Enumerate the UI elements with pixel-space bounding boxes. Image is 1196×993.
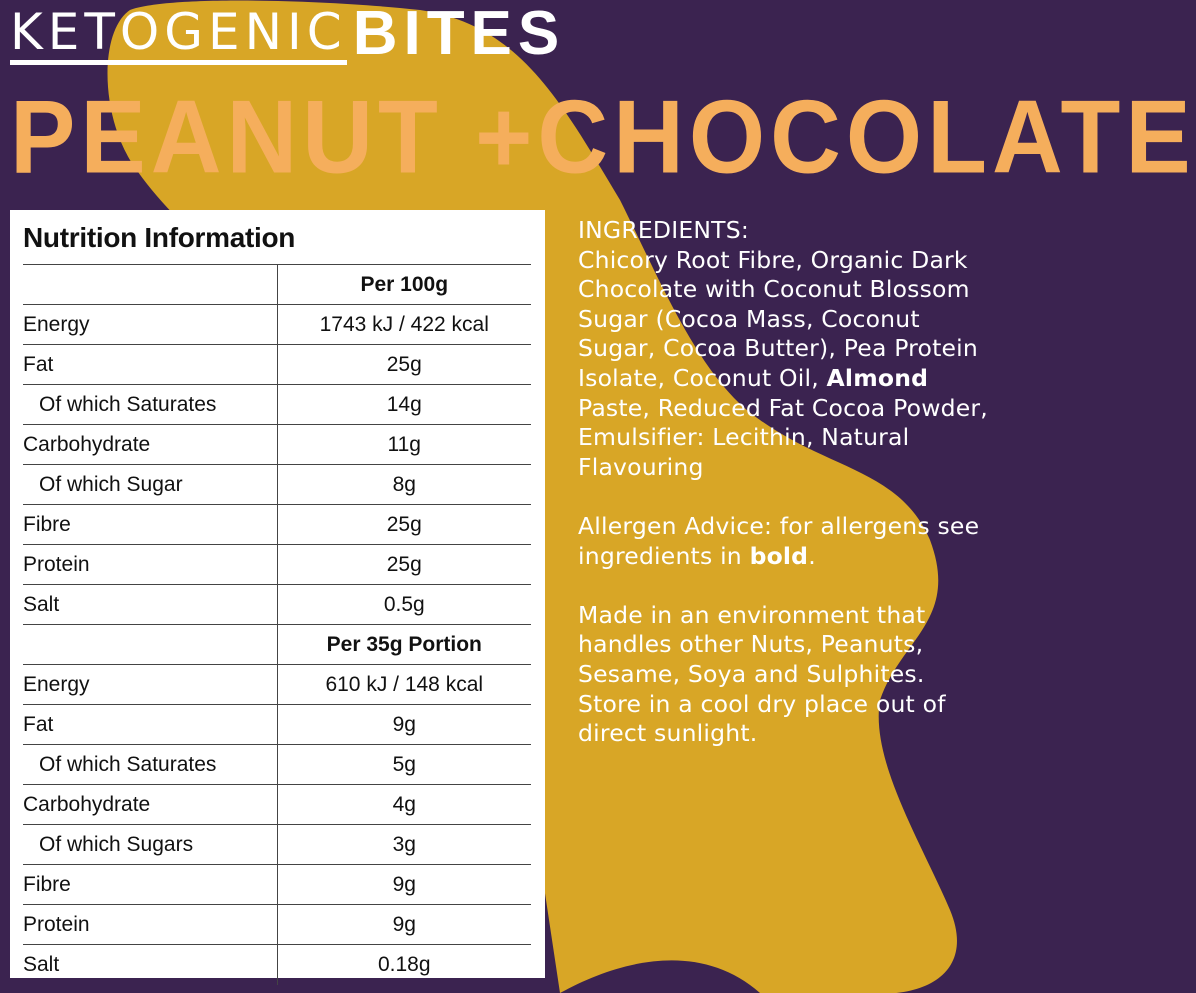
ingredients-text-after: Paste, Reduced Fat Cocoa Powder, Emulsifier: Lecithin, Natural Flavouring bbox=[578, 393, 988, 481]
ingredients-text-before: Chicory Root Fibre, Organic Dark Chocolate with Coconut Blossom Sugar (Cocoa Mass, Coconut Sugar, Cocoa Butter), Pea Protein Isolate, Coconut Oil, bbox=[578, 245, 978, 392]
brand-name-light: KETOGENIC bbox=[10, 4, 347, 65]
nutrient-label: Fibre bbox=[23, 505, 277, 545]
nutrition-title: Nutrition Information bbox=[23, 222, 296, 253]
per-100g-header: Per 100g bbox=[277, 265, 531, 305]
nutrient-label: Energy bbox=[23, 305, 277, 345]
nutrient-value: 9g bbox=[277, 705, 531, 745]
table-row bbox=[23, 545, 531, 585]
table-row bbox=[23, 905, 531, 945]
table-row bbox=[23, 465, 531, 505]
table-row bbox=[23, 585, 531, 625]
allergen-text: Allergen Advice: for allergens see ingredients in bbox=[578, 511, 980, 570]
ingredients-heading: INGREDIENTS: bbox=[578, 216, 749, 244]
table-row bbox=[23, 385, 531, 425]
nutrient-label: Carbohydrate bbox=[23, 785, 277, 825]
table-row bbox=[23, 345, 531, 385]
brand-logo bbox=[10, 2, 565, 72]
nutrient-label: Protein bbox=[23, 905, 277, 945]
flavour-title: PEANUT +CHOCOLATE bbox=[10, 78, 1196, 195]
nutrition-table bbox=[23, 264, 531, 985]
nutrient-value: 25g bbox=[277, 345, 531, 385]
nutrient-value: 4g bbox=[277, 785, 531, 825]
nutrient-label: Fibre bbox=[23, 865, 277, 905]
per-portion-header: Per 35g Portion bbox=[277, 625, 531, 665]
nutrient-label: Of which Sugars bbox=[23, 825, 277, 865]
ingredients-bold-allergen: Almond bbox=[826, 363, 929, 392]
allergen-end: . bbox=[808, 541, 816, 570]
table-row bbox=[23, 305, 531, 345]
nutrient-value: 610 kJ / 148 kcal bbox=[277, 665, 531, 705]
table-row bbox=[23, 825, 531, 865]
nutrient-label: Fat bbox=[23, 345, 277, 385]
nutrient-value: 0.18g bbox=[277, 945, 531, 985]
table-row bbox=[23, 865, 531, 905]
ingredients-block bbox=[578, 216, 988, 482]
table-row bbox=[23, 745, 531, 785]
nutrient-value: 9g bbox=[277, 865, 531, 905]
nutrient-label: Protein bbox=[23, 545, 277, 585]
nutrient-value: 1743 kJ / 422 kcal bbox=[277, 305, 531, 345]
table-row bbox=[23, 705, 531, 745]
nutrition-panel bbox=[10, 210, 545, 978]
table-row bbox=[23, 425, 531, 465]
nutrient-label: Of which Saturates bbox=[23, 745, 277, 785]
table-row bbox=[23, 665, 531, 705]
storage-text: Made in an environment that handles other Nuts, Peanuts, Sesame, Soya and Sulphites. Store in a cool dry place out of direct sunlight. bbox=[578, 600, 946, 748]
nutrient-value: 11g bbox=[277, 425, 531, 465]
nutrient-value: 25g bbox=[277, 505, 531, 545]
table-header-row bbox=[23, 625, 531, 665]
allergen-advice bbox=[578, 512, 988, 571]
nutrient-label: Of which Saturates bbox=[23, 385, 277, 425]
nutrient-label: Salt bbox=[23, 585, 277, 625]
ingredients-section bbox=[578, 216, 988, 778]
table-row bbox=[23, 785, 531, 825]
table-row bbox=[23, 945, 531, 985]
nutrient-label: Fat bbox=[23, 705, 277, 745]
nutrient-value: 14g bbox=[277, 385, 531, 425]
nutrient-label: Carbohydrate bbox=[23, 425, 277, 465]
nutrient-value: 9g bbox=[277, 905, 531, 945]
allergen-bold-word: bold bbox=[749, 541, 809, 570]
nutrient-value: 8g bbox=[277, 465, 531, 505]
table-header-row bbox=[23, 265, 531, 305]
nutrient-label: Energy bbox=[23, 665, 277, 705]
nutrient-label: Of which Sugar bbox=[23, 465, 277, 505]
nutrient-value: 3g bbox=[277, 825, 531, 865]
nutrient-label: Salt bbox=[23, 945, 277, 985]
brand-name-bold: BITES bbox=[352, 0, 566, 68]
table-row bbox=[23, 505, 531, 545]
nutrient-value: 0.5g bbox=[277, 585, 531, 625]
nutrient-value: 25g bbox=[277, 545, 531, 585]
nutrient-value: 5g bbox=[277, 745, 531, 785]
